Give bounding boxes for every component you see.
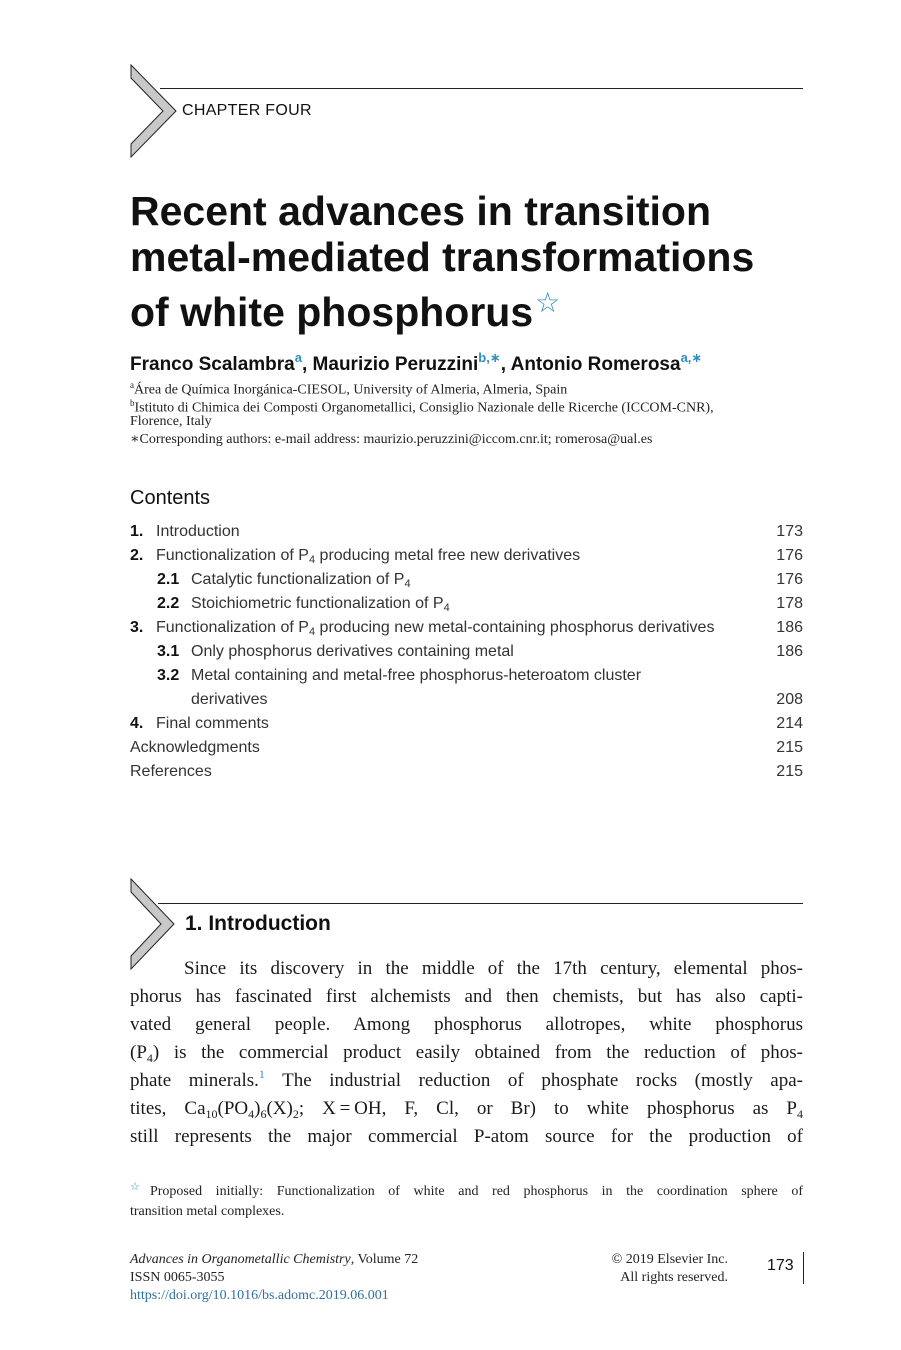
toc-title xyxy=(156,715,269,733)
section-chevron-icon xyxy=(130,878,176,970)
copyright-line: © 2019 Elsevier Inc. xyxy=(611,1252,728,1267)
issn: ISSN 0065-3055 xyxy=(130,1270,225,1285)
footer-citation xyxy=(130,1251,418,1305)
toc-number: 2. xyxy=(130,547,144,564)
chapter-rule xyxy=(160,88,803,89)
body-text: (P xyxy=(130,1042,147,1063)
corresponding-authors: ∗Corresponding authors: e-mail address: maurizio.peruzzini@iccom.cnr.it; romerosa@ual.es xyxy=(130,432,653,447)
body-text: The industrial reduction of phosphate rocks (mostly apa- xyxy=(264,1070,803,1091)
page-number-rule xyxy=(803,1252,804,1284)
toc-title xyxy=(156,547,580,566)
toc-title-text: Only phosphorus derivatives containing metal xyxy=(191,643,514,660)
toc-entry[interactable] xyxy=(130,523,803,547)
toc-title-text: Acknowledgments xyxy=(130,739,260,756)
reference-link[interactable]: 1 xyxy=(258,1067,265,1081)
toc-title-text: Functionalization of P xyxy=(156,619,309,636)
author-name: Franco Scalambra xyxy=(130,354,295,375)
toc-title-text: Introduction xyxy=(156,523,240,540)
body-line xyxy=(130,1067,803,1095)
subscript: 4 xyxy=(308,554,316,566)
toc-entry[interactable] xyxy=(130,715,803,739)
title-line-2: metal-mediated transformations xyxy=(130,234,755,280)
author-list xyxy=(130,350,702,376)
toc-title xyxy=(156,523,240,541)
toc-number: 2.2 xyxy=(157,595,180,612)
page-number: 173 xyxy=(767,1257,794,1274)
toc-title-text: derivatives xyxy=(191,691,268,708)
toc-number: 3. xyxy=(130,619,144,636)
chapter-label: CHAPTER FOUR xyxy=(182,102,312,119)
toc-page-number: 176 xyxy=(776,547,803,564)
toc-title xyxy=(191,571,411,590)
author-separator: , xyxy=(301,354,313,375)
toc-title xyxy=(191,595,450,614)
toc-page-number: 186 xyxy=(776,643,803,660)
affiliation-marker: b xyxy=(130,398,135,408)
toc-title xyxy=(130,763,212,781)
title-footnote xyxy=(130,1177,803,1222)
toc-title xyxy=(191,643,514,661)
toc-title-text: Final comments xyxy=(156,715,269,732)
toc-entry[interactable] xyxy=(130,643,803,667)
rights-line: All rights reserved. xyxy=(620,1270,728,1285)
toc-entry[interactable] xyxy=(130,547,803,571)
body-line: phorus has fascinated first alchemists and then chemists, but has also capti- xyxy=(130,986,803,1007)
author-name: Maurizio Peruzzini xyxy=(312,354,479,375)
footnote-star-icon: ☆ xyxy=(130,1181,150,1193)
subscript: 2 xyxy=(292,1107,299,1121)
toc-page-number: 178 xyxy=(776,595,803,612)
toc-title-text: Functionalization of P xyxy=(156,547,309,564)
toc-entry[interactable] xyxy=(130,763,803,787)
toc-page-number: 215 xyxy=(776,739,803,756)
body-line: Since its discovery in the middle of the 17th century, elemental phos- xyxy=(184,958,803,979)
toc-page-number: 215 xyxy=(776,763,803,780)
article-title xyxy=(130,188,830,335)
toc-entry[interactable] xyxy=(130,595,803,619)
toc-number: 2.1 xyxy=(157,571,180,588)
body-line: vated general people. Among phosphorus allotropes, white phosphorus xyxy=(130,1014,803,1035)
toc-title-text: References xyxy=(130,763,212,780)
toc-title-text: producing metal free new derivatives xyxy=(315,547,581,564)
subscript: 6 xyxy=(260,1107,267,1121)
author-affiliation-link[interactable]: b,∗ xyxy=(478,350,501,365)
toc-title xyxy=(130,739,260,757)
subscript: 4 xyxy=(308,626,316,638)
body-text: phate minerals. xyxy=(130,1070,259,1091)
subscript: 4 xyxy=(146,1051,153,1065)
contents-heading: Contents xyxy=(130,487,211,509)
body-text: ) xyxy=(254,1098,261,1119)
footer-copyright xyxy=(612,1251,728,1287)
toc-page-number: 173 xyxy=(776,523,803,540)
toc-title xyxy=(191,691,267,709)
footnote-line xyxy=(130,1177,803,1202)
footnote-line: transition metal complexes. xyxy=(130,1204,285,1219)
toc-title xyxy=(191,667,641,685)
affiliation-marker: a xyxy=(130,380,134,390)
subscript: 10 xyxy=(205,1107,218,1121)
body-text: ; X = OH, F, Cl, or Br) to white phosphorus as P xyxy=(298,1098,797,1119)
toc-title-text: producing new metal-containing phosphorus derivatives xyxy=(315,619,715,636)
toc-page-number: 214 xyxy=(776,715,803,732)
doi-link[interactable]: https://doi.org/10.1016/bs.adomc.2019.06.001 xyxy=(130,1288,389,1303)
body-text: ) is the commercial product easily obtained from the reduction of phos- xyxy=(152,1042,803,1063)
toc-page-number: 186 xyxy=(776,619,803,636)
toc-number: 4. xyxy=(130,715,144,732)
toc-entry[interactable] xyxy=(130,619,803,643)
title-line-1: Recent advances in transition xyxy=(130,188,712,234)
affiliation-text: Área de Química Inorgánica-CIESOL, University of Almeria, Almeria, Spain xyxy=(134,382,568,398)
author-separator: , xyxy=(500,354,511,375)
body-text: (X) xyxy=(266,1098,293,1119)
subscript: 4 xyxy=(248,1107,255,1121)
journal-line xyxy=(130,1251,418,1269)
toc-title-text: Stoichiometric functionalization of P xyxy=(191,595,444,612)
toc-title-text: Metal containing and metal-free phosphorus-heteroatom cluster xyxy=(191,667,642,684)
body-text: tites, Ca xyxy=(130,1098,206,1119)
subscript: 4 xyxy=(796,1107,803,1121)
author-affiliation-link[interactable]: a xyxy=(294,350,302,365)
toc-entry[interactable] xyxy=(130,571,803,595)
toc-entry[interactable] xyxy=(130,739,803,763)
section-rule xyxy=(158,903,803,904)
journal-title: Advances in Organometallic Chemistry xyxy=(130,1252,351,1267)
toc-number: 3.2 xyxy=(157,667,180,684)
affiliation-b-continued: Florence, Italy xyxy=(130,414,212,429)
toc-title xyxy=(156,619,714,638)
toc-number: 1. xyxy=(130,523,144,540)
journal-volume: , Volume 72 xyxy=(350,1252,419,1267)
toc-entry[interactable] xyxy=(130,691,803,715)
toc-page-number: 176 xyxy=(776,571,803,588)
title-line-3-text: of white phosphorus xyxy=(130,289,534,335)
title-footnote-star-icon[interactable]: ☆ xyxy=(535,287,561,318)
subscript: 4 xyxy=(443,602,450,614)
body-text: (PO xyxy=(217,1098,249,1119)
subscript: 4 xyxy=(404,578,411,590)
body-line: still represents the major commercial P-atom source for the production of xyxy=(130,1126,803,1147)
body-line xyxy=(130,1095,803,1123)
footnote-text: Proposed initially: Functionalization of white and red phosphorus in the coordination sphere of xyxy=(149,1184,803,1199)
section-heading: 1. Introduction xyxy=(185,912,331,935)
chapter-chevron-icon xyxy=(130,64,180,158)
author-name: Antonio Romerosa xyxy=(510,354,681,375)
author-affiliation-link[interactable]: a,∗ xyxy=(680,350,703,365)
title-line-3 xyxy=(130,280,830,335)
toc-entry[interactable] xyxy=(130,667,803,691)
body-line xyxy=(130,1039,803,1067)
affiliation-text: Istituto di Chimica dei Composti Organometallici, Consiglio Nazionale delle Ricerche (ICCOM-CNR), xyxy=(134,400,714,416)
toc-title-text: Catalytic functionalization of P xyxy=(191,571,405,588)
toc-page-number: 208 xyxy=(776,691,803,708)
toc-number: 3.1 xyxy=(157,643,180,660)
